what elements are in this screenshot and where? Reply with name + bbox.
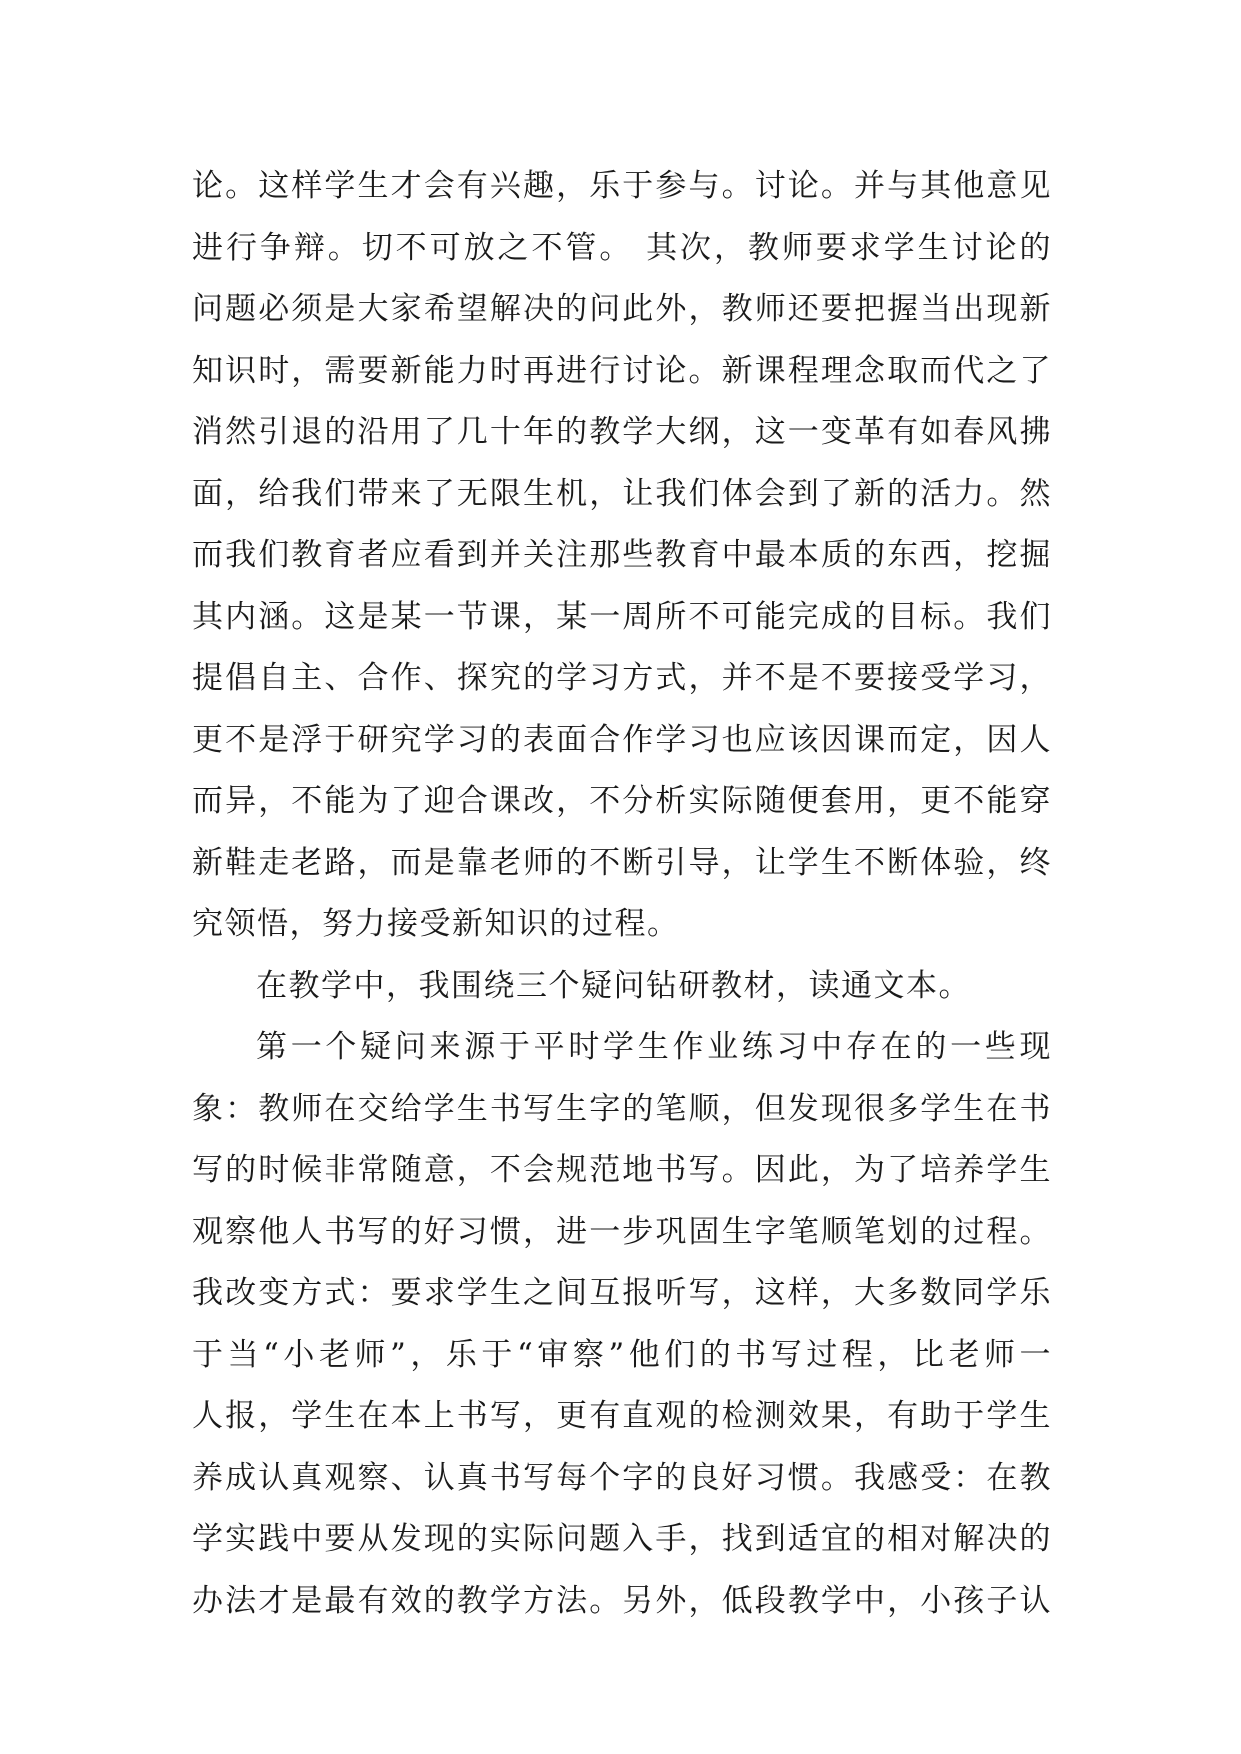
body-text: [192, 156, 1052, 1632]
text-line: 知识时，需要新能力时再进行讨论。新课程理念取而代之了: [192, 352, 1052, 389]
text-line: 消然引退的沿用了几十年的教学大纲，这一变革有如春风拂: [192, 414, 1052, 450]
paragraph-first-line: 第一个疑问来源于平时学生作业练习中存在的一些现: [256, 1029, 1052, 1065]
text-line: 面，给我们带来了无限生机，让我们体会到了新的活力。然: [192, 475, 1052, 512]
text-line: 其内涵。这是某一节课，某一周所不可能完成的目标。我们: [192, 598, 1052, 635]
text-line: 新鞋走老路，而是靠老师的不断引导，让学生不断体验，终: [192, 844, 1052, 881]
text-line: 究领悟，努力接受新知识的过程。: [192, 906, 680, 942]
text-line: 人报，学生在本上书写，更有直观的检测效果，有助于学生: [192, 1398, 1052, 1434]
text-line: 学实践中要从发现的实际问题入手，找到适宜的相对解决的: [192, 1521, 1052, 1557]
text-line: 写的时候非常随意，不会规范地书写。因此，为了培养学生: [192, 1152, 1052, 1188]
text-line: 我改变方式：要求学生之间互报听写，这样，大多数同学乐: [192, 1275, 1052, 1311]
text-line: 进行争辩。切不可放之不管。 其次，教师要求学生讨论的: [192, 229, 1052, 266]
text-line: 象：教师在交给学生书写生字的笔顺，但发现很多学生在书: [192, 1090, 1052, 1127]
text-line: 观察他人书写的好习惯，进一步巩固生字笔顺笔划的过程。: [192, 1213, 1052, 1250]
text-line: 更不是浮于研究学习的表面合作学习也应该因课而定，因人: [192, 721, 1052, 758]
paragraph-first-line: 在教学中，我围绕三个疑问钻研教材，读通文本。: [256, 967, 971, 1004]
text-line: 而异，不能为了迎合课改，不分析实际随便套用，更不能穿: [192, 783, 1052, 819]
text-line: 问题必须是大家希望解决的问此外，教师还要把握当出现新: [192, 291, 1052, 327]
text-line: 于当“小老师”，乐于“审察”他们的书写过程，比老师一: [192, 1336, 1052, 1373]
text-line: 提倡自主、合作、探究的学习方式，并不是不要接受学习，: [192, 660, 1052, 696]
text-line: 而我们教育者应看到并关注那些教育中最本质的东西，挖掘: [192, 537, 1052, 573]
text-line: 论。这样学生才会有兴趣，乐于参与。讨论。并与其他意见: [192, 168, 1052, 204]
text-line: 养成认真观察、认真书写每个字的良好习惯。我感受：在教: [192, 1459, 1052, 1496]
text-line: 办法才是最有效的教学方法。另外，低段教学中，小孩子认: [192, 1582, 1052, 1619]
